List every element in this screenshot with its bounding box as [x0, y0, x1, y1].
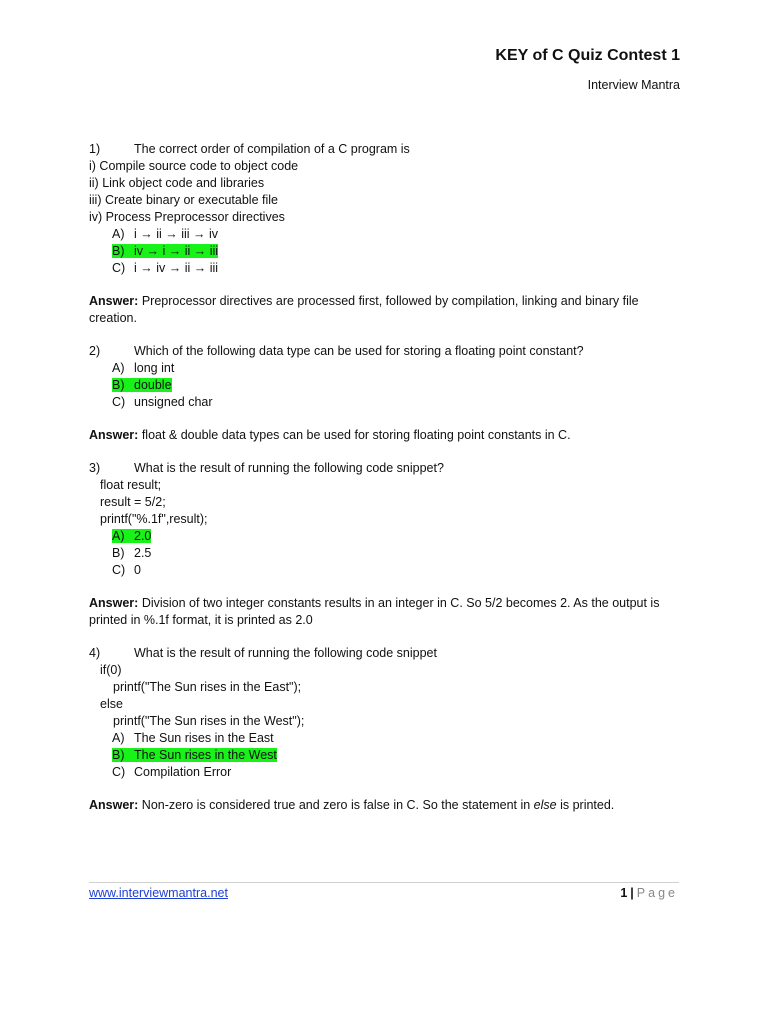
- question-4: [89, 645, 689, 662]
- correct-answer-highlight: [112, 244, 218, 258]
- answer-text-emphasis: else: [533, 798, 557, 812]
- answer-text: float & double data types can be used for storing floating point constants in C.: [141, 428, 571, 442]
- option-b-correct: [89, 377, 689, 394]
- option-letter: A): [112, 529, 125, 543]
- answer-label: Answer:: [89, 294, 139, 308]
- question-text: What is the result of running the following code snippet: [134, 646, 437, 660]
- question-number: 3): [89, 461, 101, 475]
- option-letter: B): [112, 244, 125, 258]
- code-line: printf("%.1f",result);: [100, 512, 208, 526]
- option-a: [89, 226, 689, 243]
- option-letter: B): [112, 546, 125, 560]
- question-number: 1): [89, 142, 101, 156]
- option-letter: B): [112, 748, 125, 762]
- answer-label: Answer:: [89, 596, 139, 610]
- option-letter: A): [112, 361, 125, 375]
- quiz-content: [89, 141, 689, 814]
- option-text: Compilation Error: [134, 765, 232, 779]
- option-text: i → iv → ii → iii: [134, 261, 219, 275]
- step-item: i) Compile source code to object code: [89, 159, 299, 173]
- correct-answer-highlight: [112, 748, 277, 762]
- option-text: The Sun rises in the West: [134, 748, 277, 762]
- question-1: [89, 141, 689, 158]
- answer-text-pre: Non-zero is considered true and zero is false in C. So the statement in: [138, 798, 534, 812]
- answer-2: [89, 427, 689, 444]
- answer-1: [89, 293, 689, 327]
- option-text: long int: [134, 361, 175, 375]
- answer-text-post: is printed.: [556, 798, 615, 812]
- option-c: [89, 764, 689, 781]
- answer-text: Division of two integer constants results in an integer in C. So 5/2 becomes 2. As the output is printed in %.1f format, it is printed as 2.0: [89, 596, 660, 627]
- code-line: printf("The Sun rises in the East");: [113, 680, 302, 694]
- step-item: ii) Link object code and libraries: [89, 176, 265, 190]
- option-letter: A): [112, 227, 125, 241]
- option-a: [89, 730, 689, 747]
- footer-divider: [89, 882, 679, 883]
- option-a: [89, 360, 689, 377]
- code-line: result = 5/2;: [100, 495, 166, 509]
- document-title: KEY of C Quiz Contest 1: [495, 47, 680, 64]
- page-number: 1: [620, 886, 628, 900]
- option-letter: C): [112, 765, 126, 779]
- option-c: [89, 394, 689, 411]
- page-word: Page: [636, 886, 678, 900]
- option-b: [89, 545, 689, 562]
- option-letter: C): [112, 563, 126, 577]
- option-text: i → ii → iii → iv: [134, 227, 219, 241]
- correct-answer-highlight: [112, 378, 172, 392]
- code-line: else: [100, 697, 123, 711]
- option-text: 2.5: [134, 546, 152, 560]
- document-subtitle: Interview Mantra: [587, 78, 680, 92]
- page-indicator: [620, 886, 678, 900]
- answer-text: Preprocessor directives are processed first, followed by compilation, linking and binary file creation.: [89, 294, 639, 325]
- option-text: 2.0: [134, 529, 152, 543]
- page-separator: |: [630, 886, 634, 900]
- option-letter: B): [112, 378, 125, 392]
- option-text: 0: [134, 563, 141, 577]
- option-b-correct: [89, 243, 689, 260]
- answer-3: [89, 595, 689, 629]
- question-3: [89, 460, 689, 477]
- option-c: [89, 562, 689, 579]
- answer-label: Answer:: [89, 428, 139, 442]
- question-text: What is the result of running the following code snippet?: [134, 461, 444, 475]
- question-number: 2): [89, 344, 101, 358]
- footer-website-link[interactable]: www.interviewmantra.net: [89, 886, 228, 900]
- option-letter: A): [112, 731, 125, 745]
- answer-label: Answer:: [89, 798, 139, 812]
- code-line: printf("The Sun rises in the West");: [113, 714, 305, 728]
- option-text: iv → i → ii → iii: [134, 244, 219, 258]
- option-letter: C): [112, 261, 126, 275]
- code-line: if(0): [100, 663, 122, 677]
- question-2: [89, 343, 689, 360]
- step-item: iii) Create binary or executable file: [89, 193, 278, 207]
- option-c: [89, 260, 689, 277]
- option-letter: C): [112, 395, 126, 409]
- code-line: float result;: [100, 478, 162, 492]
- option-text: The Sun rises in the East: [134, 731, 274, 745]
- question-text: Which of the following data type can be used for storing a floating point constant?: [134, 344, 584, 358]
- option-a-correct: [89, 528, 689, 545]
- option-b-correct: [89, 747, 689, 764]
- answer-4: [89, 797, 689, 814]
- question-number: 4): [89, 646, 101, 660]
- option-text: double: [134, 378, 172, 392]
- option-text: unsigned char: [134, 395, 213, 409]
- question-text: The correct order of compilation of a C program is: [134, 142, 410, 156]
- step-item: iv) Process Preprocessor directives: [89, 210, 285, 224]
- correct-answer-highlight: [112, 529, 151, 543]
